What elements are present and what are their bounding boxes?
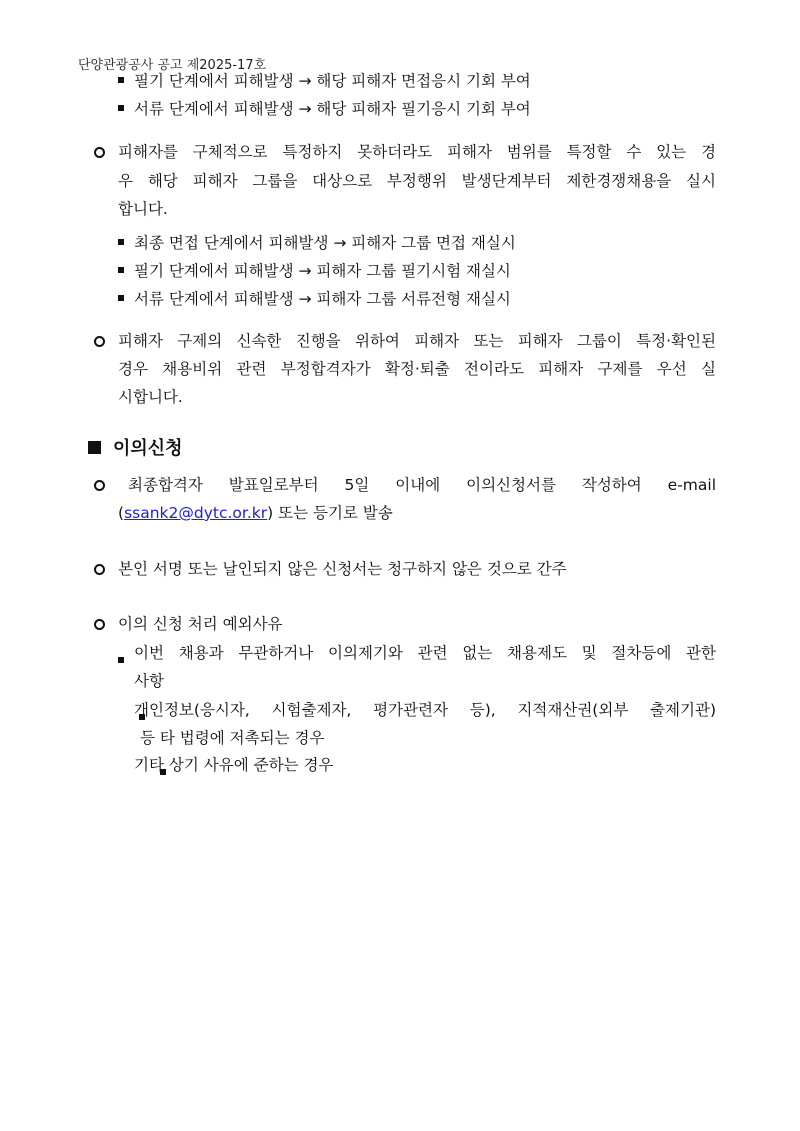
paragraph-line: 피해자 구제의 신속한 진행을 위하여 피해자 또는 피해자 그룹이 특정·확인된: [118, 332, 716, 350]
list-item-text: 등 타 법령에 저촉되는 경우: [140, 729, 325, 747]
list-item-text: 사항: [134, 672, 164, 690]
square-bullet-icon: [118, 77, 124, 83]
paragraph-line: 시합니다.: [118, 388, 183, 406]
list-item-text: 서류 단계에서 피해발생 → 해당 피해자 필기응시 기회 부여: [134, 100, 531, 118]
list-item: [118, 232, 516, 254]
notice-reference-number: 단양관광공사 공고 제2025-17호: [78, 58, 267, 73]
paragraph-text: ) 또는 등기로 발송: [267, 504, 393, 522]
list-item-text: 이번 채용과 무관하거나 이의제기와 관련 없는 채용제도 및 절차등에 관한: [134, 644, 716, 662]
square-bullet-icon: [118, 657, 124, 663]
email-link[interactable]: ssank2@dytc.or.kr: [124, 504, 268, 522]
section-title-text: 이의신청: [113, 438, 183, 459]
paragraph-line: 이의 신청 처리 예외사유: [118, 615, 283, 633]
paragraph-line: 우 해당 피해자 그룹을 대상으로 부정행위 발생단계부터 제한경쟁채용을 실시: [118, 172, 716, 190]
list-item: [118, 98, 531, 120]
list-item-text: 필기 단계에서 피해발생 → 해당 피해자 면접응시 기회 부여: [134, 72, 531, 90]
paragraph-line: 합니다.: [118, 200, 168, 218]
list-item: [118, 70, 531, 92]
list-item-text: 기타 상기 사유에 준하는 경우: [134, 756, 334, 774]
square-bullet-icon: [118, 105, 124, 111]
paragraph-line: 최종합격자 발표일로부터 5일 이내에 이의신청서를 작성하여 e-mail: [128, 476, 716, 494]
list-item-text: 서류 단계에서 피해발생 → 피해자 그룹 서류전형 재실시: [134, 290, 511, 308]
paren-text: (: [118, 504, 125, 522]
list-item-text: 최종 면접 단계에서 피해발생 → 피해자 그룹 면접 재실시: [134, 234, 516, 252]
paragraph-line: 피해자를 구체적으로 특정하지 못하더라도 피해자 범위를 특정할 수 있는 경: [118, 143, 716, 161]
paragraph-line: 본인 서명 또는 날인되지 않은 신청서는 청구하지 않은 것으로 간주: [118, 560, 567, 578]
square-bullet-icon: [118, 239, 124, 245]
list-item-text: 개인정보(응시자, 시험출제자, 평가관련자 등), 지적재산권(외부 출제기관): [134, 701, 716, 719]
paragraph-line: [118, 502, 393, 524]
list-item: [118, 260, 511, 282]
square-bullet-icon: [118, 267, 124, 273]
circle-bullet-icon: [94, 147, 105, 158]
circle-bullet-icon: [94, 619, 105, 630]
square-bullet-icon: [118, 295, 124, 301]
circle-bullet-icon: [94, 336, 105, 347]
list-item-text: 필기 단계에서 피해발생 → 피해자 그룹 필기시험 재실시: [134, 262, 511, 280]
paragraph-line: 경우 채용비위 관련 부정합격자가 확정·퇴출 전이라도 피해자 구제를 우선 실: [118, 360, 716, 378]
section-heading: [88, 438, 183, 460]
square-heading-icon: [88, 441, 101, 454]
circle-bullet-icon: [94, 564, 105, 575]
list-item: [118, 288, 511, 310]
circle-bullet-icon: [94, 480, 105, 491]
